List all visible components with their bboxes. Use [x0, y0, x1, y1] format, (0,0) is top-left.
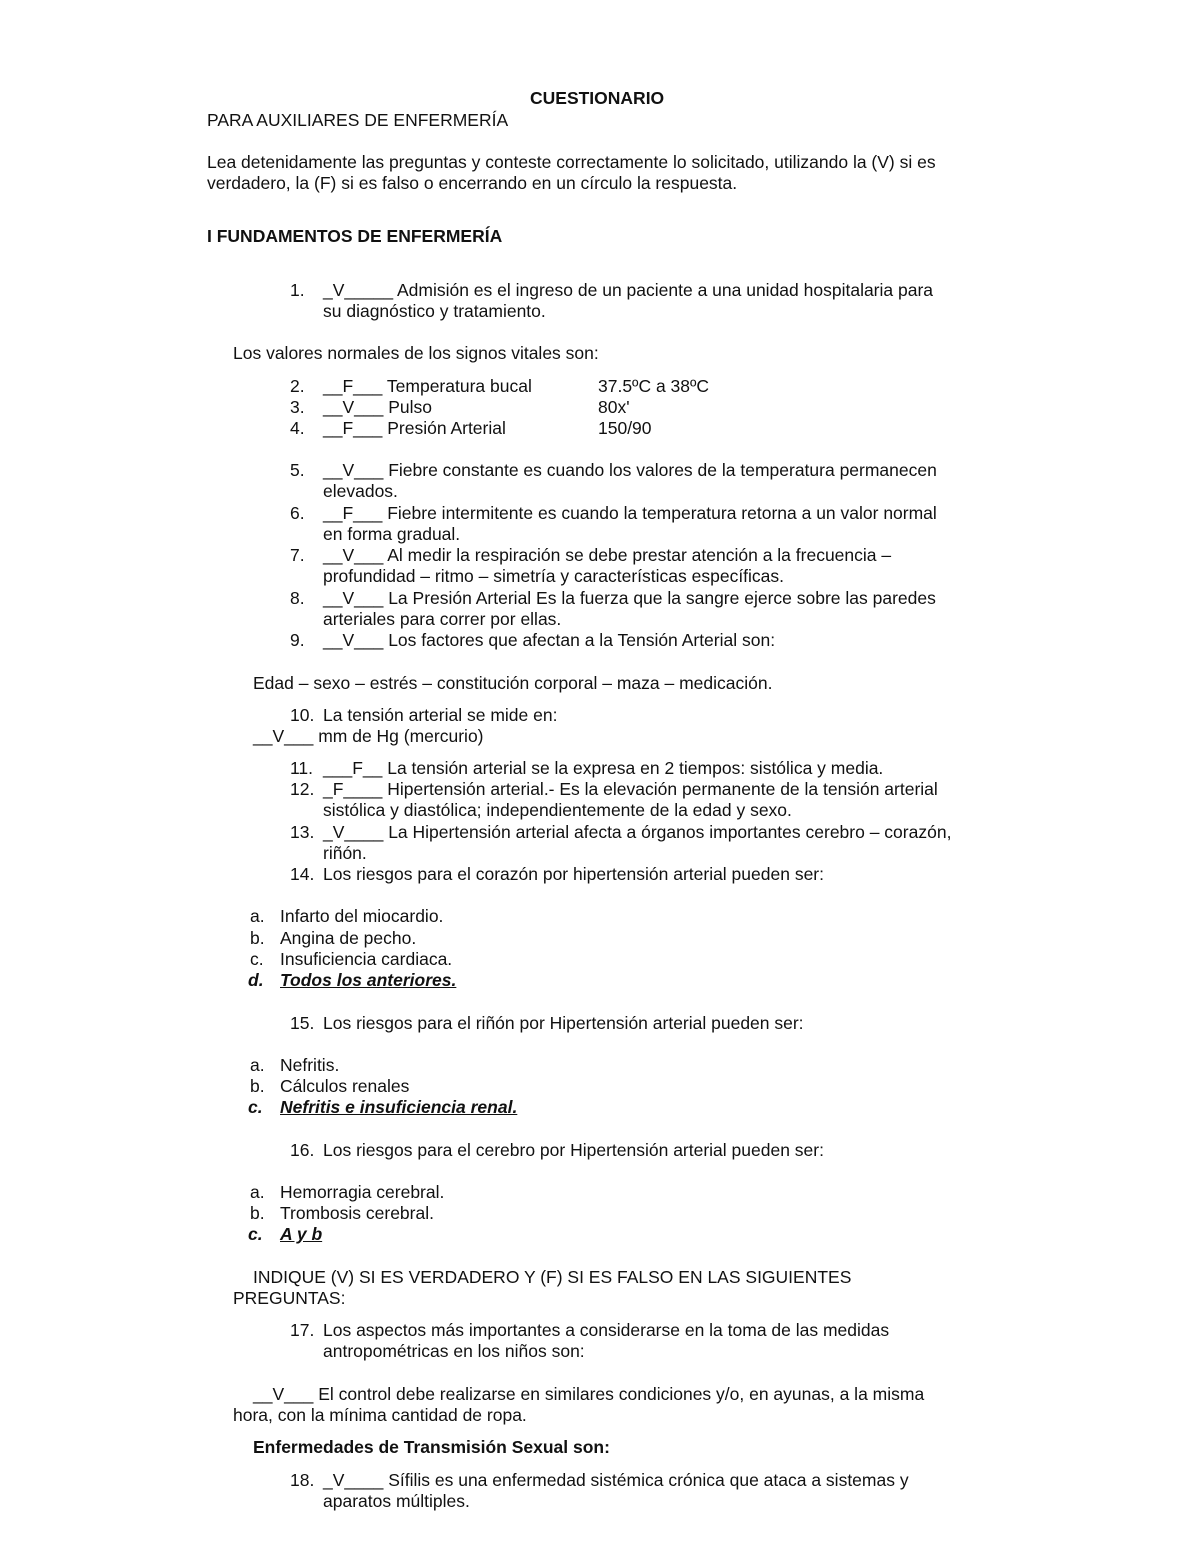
question-text: Los riesgos para el riñón por Hipertensión arterial pueden ser: [323, 1013, 804, 1033]
option-letter: a. [250, 1182, 265, 1202]
question-text: La tensión arterial se mide en: [323, 705, 558, 725]
instructions-line-1: Lea detenidamente las preguntas y conteste correctamente lo solicitado, utilizando la (V) si es [207, 152, 936, 172]
answer-text: hora, con la mínima cantidad de ropa. [233, 1405, 527, 1425]
option-text: Insuficiencia cardiaca. [280, 949, 453, 969]
vital-label: __V___ Pulso [323, 397, 432, 417]
vital-value: 37.5ºC a 38ºC [598, 376, 710, 396]
option-letter: b. [250, 1076, 265, 1096]
vitals-intro: Los valores normales de los signos vitales son: [233, 343, 599, 363]
option-letter: b. [250, 928, 265, 948]
question-text: _V____ La Hipertensión arterial afecta a órganos importantes cerebro – corazón, [323, 822, 952, 842]
question-number: 9. [290, 630, 305, 650]
question-number: 8. [290, 588, 305, 608]
question-text: riñón. [323, 843, 367, 863]
option-letter: c. [250, 949, 264, 969]
question-text: su diagnóstico y tratamiento. [323, 301, 546, 321]
section-heading: I FUNDAMENTOS DE ENFERMERÍA [207, 226, 503, 246]
question-text: Los riesgos para el cerebro por Hipertensión arterial pueden ser: [323, 1140, 824, 1160]
question-number: 4. [290, 418, 305, 438]
answer-text: __V___ El control debe realizarse en similares condiciones y/o, en ayunas, a la misma [253, 1384, 925, 1404]
question-number: 12. [290, 779, 315, 799]
question-text: arteriales para correr por ellas. [323, 609, 562, 629]
question-number: 14. [290, 864, 315, 884]
question-text: sistólica y diastólica; independientemente de la edad y sexo. [323, 800, 792, 820]
document-subtitle: PARA AUXILIARES DE ENFERMERÍA [207, 110, 509, 130]
question-text: antropométricas en los niños son: [323, 1341, 585, 1361]
document-title: CUESTIONARIO [530, 88, 665, 108]
option-text-selected: Todos los anteriores. [280, 970, 457, 990]
question-number: 10. [290, 705, 315, 725]
option-text: Cálculos renales [280, 1076, 410, 1096]
option-text: Nefritis. [280, 1055, 340, 1075]
factors-list: Edad – sexo – estrés – constitución corporal – maza – medicación. [253, 673, 773, 693]
option-letter-selected: c. [248, 1097, 263, 1117]
vital-label: __F___ Temperatura bucal [323, 376, 532, 396]
question-text: __V___ Los factores que afectan a la Tensión Arterial son: [323, 630, 776, 650]
vital-label: __F___ Presión Arterial [323, 418, 506, 438]
option-text: Angina de pecho. [280, 928, 417, 948]
option-letter: b. [250, 1203, 265, 1223]
vital-value: 80x' [598, 397, 630, 417]
question-number: 11. [290, 758, 314, 778]
option-text-selected: A y b [280, 1224, 323, 1244]
answer-text: __V___ mm de Hg (mercurio) [253, 726, 484, 746]
question-text: __V___ Fiebre constante es cuando los valores de la temperatura permanecen [323, 460, 937, 480]
option-letter-selected: d. [248, 970, 264, 990]
option-text: Hemorragia cerebral. [280, 1182, 445, 1202]
option-letter: a. [250, 906, 265, 926]
option-text: Trombosis cerebral. [280, 1203, 434, 1223]
question-number: 3. [290, 397, 305, 417]
question-number: 5. [290, 460, 305, 480]
instruction-heading: INDIQUE (V) SI ES VERDADERO Y (F) SI ES FALSO EN LAS SIGUIENTES [253, 1267, 852, 1287]
question-text: profundidad – ritmo – simetría y características específicas. [323, 566, 785, 586]
option-text-selected: Nefritis e insuficiencia renal. [280, 1097, 518, 1117]
question-number: 17. [290, 1320, 315, 1340]
question-number: 13. [290, 822, 315, 842]
question-text: aparatos múltiples. [323, 1491, 470, 1511]
question-text: _V_____ Admisión es el ingreso de un paciente a una unidad hospitalaria para [323, 280, 934, 300]
question-text: ___F__ La tensión arterial se la expresa en 2 tiempos: sistólica y media. [323, 758, 884, 778]
option-letter: a. [250, 1055, 265, 1075]
question-text: elevados. [323, 481, 398, 501]
question-text: _V____ Sífilis es una enfermedad sistémica crónica que ataca a sistemas y [323, 1470, 909, 1490]
question-text: __V___ La Presión Arterial Es la fuerza que la sangre ejerce sobre las paredes [323, 588, 936, 608]
question-text: _F____ Hipertensión arterial.- Es la elevación permanente de la tensión arterial [323, 779, 938, 799]
question-number: 2. [290, 376, 305, 396]
question-number: 1. [290, 280, 305, 300]
question-number: 15. [290, 1013, 315, 1033]
question-number: 7. [290, 545, 305, 565]
question-text: __V___ Al medir la respiración se debe prestar atención a la frecuencia – [323, 545, 892, 565]
instruction-heading: PREGUNTAS: [233, 1288, 346, 1308]
instructions-line-2: verdadero, la (F) si es falso o encerrando en un círculo la respuesta. [207, 173, 738, 193]
question-number: 18. [290, 1470, 315, 1490]
question-text: Los riesgos para el corazón por hipertensión arterial pueden ser: [323, 864, 824, 884]
ets-heading: Enfermedades de Transmisión Sexual son: [253, 1437, 610, 1457]
vital-value: 150/90 [598, 418, 652, 438]
question-text: Los aspectos más importantes a considerarse en la toma de las medidas [323, 1320, 890, 1340]
question-text: __F___ Fiebre intermitente es cuando la temperatura retorna a un valor normal [323, 503, 937, 523]
question-text: en forma gradual. [323, 524, 461, 544]
option-letter-selected: c. [248, 1224, 263, 1244]
option-text: Infarto del miocardio. [280, 906, 444, 926]
question-number: 6. [290, 503, 305, 523]
question-number: 16. [290, 1140, 315, 1160]
